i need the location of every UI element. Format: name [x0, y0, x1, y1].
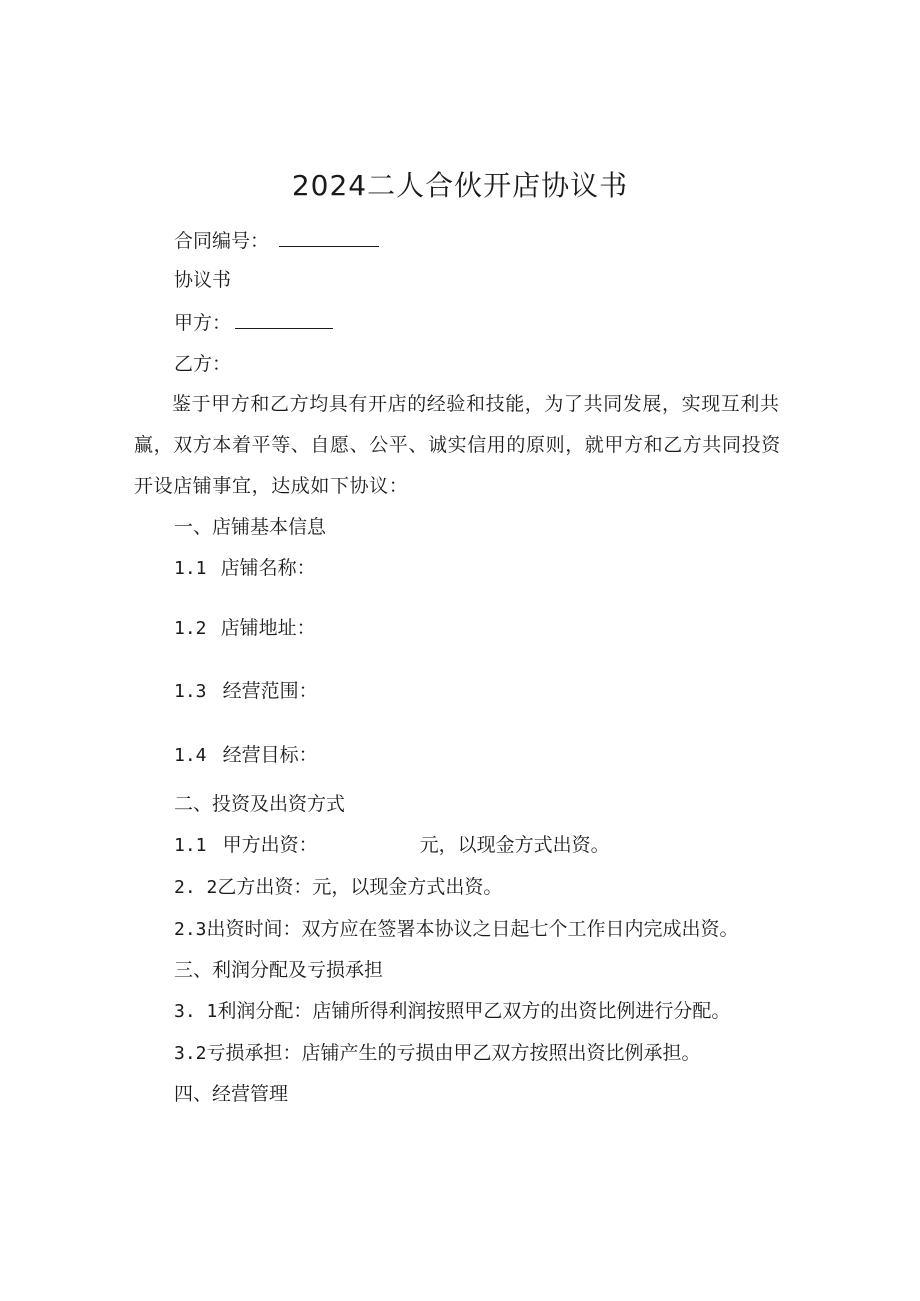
contract-number-blank[interactable]	[279, 228, 379, 247]
preamble-paragraph: 鉴于甲方和乙方均具有开店的经验和技能，为了共同发展，实现互利共赢，双方本着平等、自愿、公平、诚实信用的原则，就甲方和乙方共同投资开设店铺事宜，达成如下协议：	[134, 393, 781, 497]
item-number: 1.1	[174, 835, 207, 856]
contract-number-label: 合同编号：	[174, 230, 270, 252]
item-number: 1.3	[174, 681, 207, 702]
section3-item-2	[174, 1041, 701, 1066]
item-text: 乙方出资：元，以现金方式出资。	[217, 876, 503, 898]
section2-item-3	[174, 917, 739, 942]
item-text: 店铺名称：	[220, 557, 316, 579]
item-text: 经营目标：	[222, 744, 318, 766]
section1-item	[174, 743, 318, 768]
item-number: 1.1	[174, 558, 207, 579]
item-tail: 元，以现金方式出资。	[419, 834, 610, 856]
section3-item-1	[174, 999, 730, 1024]
party-a-blank[interactable]	[235, 310, 333, 329]
section1-heading: 一、店铺基本信息	[174, 516, 327, 538]
section1-item	[174, 556, 316, 581]
section2-item-2	[174, 875, 502, 900]
item-label: 甲方出资：	[222, 834, 318, 856]
section1-item	[174, 679, 318, 704]
section2-item-1	[174, 833, 610, 858]
section3-heading: 三、利润分配及亏损承担	[174, 959, 384, 981]
party-a-label: 甲方：	[174, 312, 232, 334]
contract-number-line	[174, 228, 379, 253]
party-a-line	[174, 310, 333, 335]
item-number: 1.4	[174, 745, 207, 766]
item-text: 出资时间：双方应在签署本协议之日起七个工作日内完成出资。	[206, 918, 739, 940]
agreement-label: 协议书	[174, 269, 232, 291]
item-text: 利润分配：店铺所得利润按照甲乙双方的出资比例进行分配。	[217, 1000, 731, 1022]
section2-heading: 二、投资及出资方式	[174, 793, 346, 815]
item-number: 3.2	[174, 1043, 207, 1064]
item-number: 2.3	[174, 919, 207, 940]
item-number: 3. 1	[174, 1001, 218, 1022]
item-text: 经营范围：	[222, 680, 318, 702]
item-number: 2. 2	[174, 877, 218, 898]
item-text: 店铺地址：	[220, 617, 316, 639]
item-text: 亏损承担：店铺产生的亏损由甲乙双方按照出资比例承担。	[206, 1042, 701, 1064]
section1-item	[174, 616, 316, 641]
section4-heading: 四、经营管理	[174, 1083, 289, 1105]
document-title: 2024二人合伙开店协议书	[291, 169, 629, 202]
party-b-label: 乙方：	[174, 353, 232, 375]
item-number: 1.2	[174, 618, 207, 639]
